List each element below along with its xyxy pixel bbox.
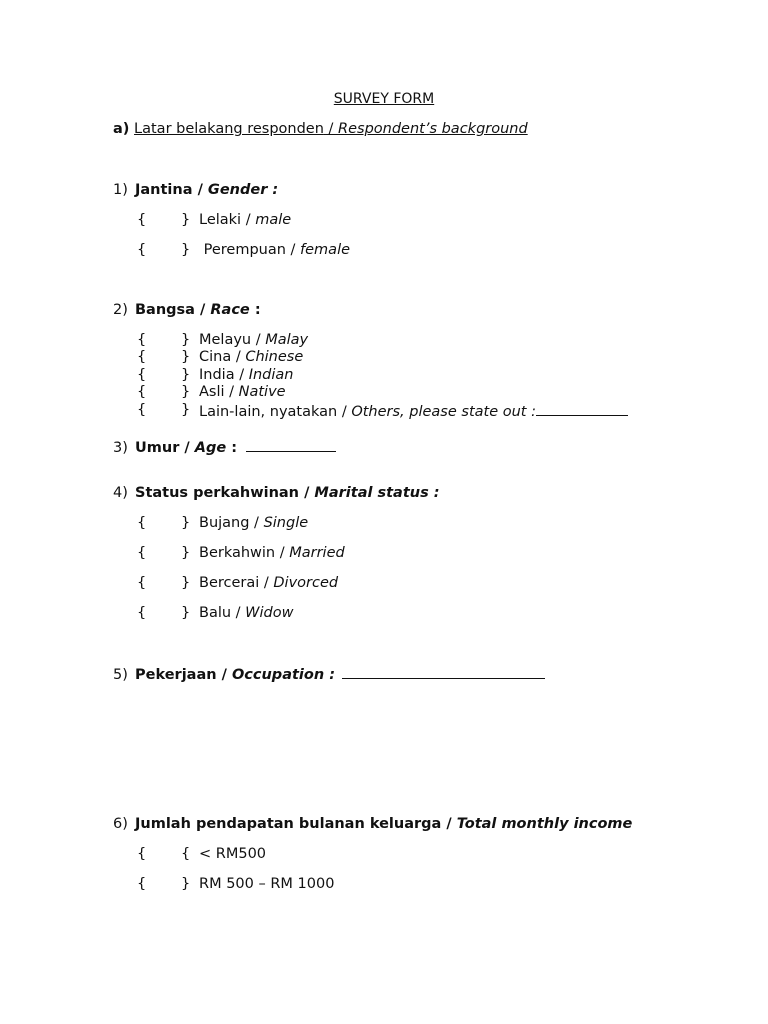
- question-number: 3): [113, 440, 128, 456]
- question-marital-status: [113, 484, 440, 502]
- question-number: 1): [113, 182, 128, 198]
- option-label: [199, 211, 291, 229]
- option-label: [199, 514, 308, 532]
- question-sep: /: [299, 485, 315, 501]
- checkbox-open-brace[interactable]: {: [137, 332, 147, 348]
- option-label-ms: Cina: [199, 349, 232, 365]
- option-label-en: Widow: [245, 605, 294, 621]
- option-label: [199, 401, 628, 421]
- question-colon: :: [249, 302, 261, 318]
- checkbox-close-brace[interactable]: }: [181, 332, 191, 348]
- option-sep: /: [259, 575, 274, 591]
- option-label: [199, 574, 338, 592]
- option-label-en: Single: [263, 515, 309, 531]
- option-label-en: Chinese: [245, 349, 304, 365]
- question-label-ms: Jantina: [135, 182, 193, 198]
- question-number: 4): [113, 485, 128, 501]
- question-label-en: Marital status :: [314, 485, 440, 501]
- others-blank-line[interactable]: [536, 401, 628, 416]
- checkbox-close-brace[interactable]: }: [181, 349, 191, 365]
- option-label-en: Malay: [265, 332, 309, 348]
- checkbox-open-brace[interactable]: {: [137, 242, 147, 258]
- checkbox-close-brace[interactable]: }: [181, 384, 191, 400]
- option-label: [199, 544, 345, 562]
- checkbox-open-brace[interactable]: {: [137, 349, 147, 365]
- checkbox-close-brace[interactable]: }: [181, 212, 191, 228]
- question-sep: /: [216, 667, 232, 683]
- question-sep: /: [194, 302, 211, 318]
- option-sep: /: [337, 404, 352, 420]
- option-label-en: Others, please state out :: [351, 404, 536, 420]
- question-colon: :: [226, 440, 238, 456]
- question-label-en: Total monthly income: [456, 816, 633, 832]
- option-label-ms: Perempuan: [199, 242, 286, 258]
- question-number: 5): [113, 667, 128, 683]
- option-label-ms: Lain-lain, nyatakan: [199, 404, 338, 420]
- age-blank-line[interactable]: [246, 437, 336, 452]
- page-title: SURVEY FORM: [333, 91, 435, 107]
- option-label-ms: Asli: [199, 384, 225, 400]
- option-sep: /: [231, 605, 246, 621]
- option-label-ms: India: [199, 367, 235, 383]
- checkbox-close-brace[interactable]: {: [181, 846, 191, 862]
- checkbox-close-brace[interactable]: }: [181, 367, 191, 383]
- option-label-en: Married: [289, 545, 345, 561]
- section-label-en: Respondent’s background: [338, 121, 528, 137]
- checkbox-close-brace[interactable]: }: [181, 575, 191, 591]
- option-label-ms: Melayu: [199, 332, 252, 348]
- checkbox-close-brace[interactable]: }: [181, 515, 191, 531]
- checkbox-close-brace[interactable]: }: [181, 876, 191, 892]
- question-age: [113, 437, 336, 457]
- question-number: 2): [113, 302, 128, 318]
- option-label: < RM500: [199, 846, 267, 862]
- question-label-en: Occupation :: [231, 667, 336, 683]
- option-label: [199, 366, 293, 384]
- option-label-en: male: [255, 212, 292, 228]
- option-label-ms: Berkahwin: [199, 545, 276, 561]
- option-label-ms: Lelaki: [199, 212, 242, 228]
- option-label-en: Native: [238, 384, 286, 400]
- option-sep: /: [285, 242, 301, 258]
- section-letter: a): [113, 121, 130, 137]
- option-label: [199, 604, 293, 622]
- option-sep: /: [251, 332, 266, 348]
- question-label-ms: Umur: [135, 440, 180, 456]
- checkbox-close-brace[interactable]: }: [181, 242, 191, 258]
- section-heading: [113, 120, 528, 138]
- option-label: [199, 348, 303, 366]
- option-label-ms: Balu: [199, 605, 232, 621]
- question-race: [113, 301, 261, 319]
- question-monthly-income: [113, 815, 632, 833]
- question-sep: /: [192, 182, 208, 198]
- option-label: [199, 241, 350, 259]
- section-label-ms: Latar belakang responden: [134, 121, 324, 137]
- question-label-ms: Pekerjaan: [135, 667, 217, 683]
- checkbox-open-brace[interactable]: {: [137, 212, 147, 228]
- checkbox-close-brace[interactable]: }: [181, 605, 191, 621]
- option-label: RM 500 – RM 1000: [199, 876, 335, 892]
- question-sep: /: [179, 440, 195, 456]
- question-occupation: [113, 664, 545, 684]
- question-label-en: Race: [210, 302, 250, 318]
- checkbox-close-brace[interactable]: }: [181, 545, 191, 561]
- question-gender: [113, 181, 278, 199]
- option-sep: /: [275, 545, 290, 561]
- checkbox-open-brace[interactable]: {: [137, 515, 147, 531]
- question-label-ms: Jumlah pendapatan bulanan keluarga: [135, 816, 442, 832]
- option-label-en: Indian: [248, 367, 294, 383]
- checkbox-open-brace[interactable]: {: [137, 545, 147, 561]
- question-sep: /: [441, 816, 457, 832]
- section-sep: /: [323, 121, 339, 137]
- question-label-en: Age: [194, 440, 227, 456]
- question-label-ms: Status perkahwinan: [135, 485, 300, 501]
- checkbox-open-brace[interactable]: {: [137, 367, 147, 383]
- option-label-ms: Bujang: [199, 515, 250, 531]
- option-sep: /: [231, 349, 246, 365]
- option-sep: /: [234, 367, 249, 383]
- checkbox-open-brace[interactable]: {: [137, 575, 147, 591]
- option-label-ms: Bercerai: [199, 575, 260, 591]
- checkbox-open-brace[interactable]: {: [137, 876, 147, 892]
- occupation-blank-line[interactable]: [342, 664, 545, 679]
- checkbox-open-brace[interactable]: {: [137, 605, 147, 621]
- question-number: 6): [113, 816, 128, 832]
- option-label: [199, 383, 286, 401]
- section-label: [134, 121, 528, 137]
- checkbox-open-brace[interactable]: {: [137, 402, 147, 418]
- option-sep: /: [249, 515, 264, 531]
- option-sep: /: [241, 212, 256, 228]
- option-sep: /: [224, 384, 239, 400]
- checkbox-open-brace[interactable]: {: [137, 384, 147, 400]
- option-label-en: female: [300, 242, 351, 258]
- question-label-en: Gender :: [207, 182, 279, 198]
- question-label-ms: Bangsa: [135, 302, 195, 318]
- checkbox-close-brace[interactable]: }: [181, 402, 191, 418]
- checkbox-open-brace[interactable]: {: [137, 846, 147, 862]
- option-label: [199, 331, 308, 349]
- option-label-en: Divorced: [273, 575, 339, 591]
